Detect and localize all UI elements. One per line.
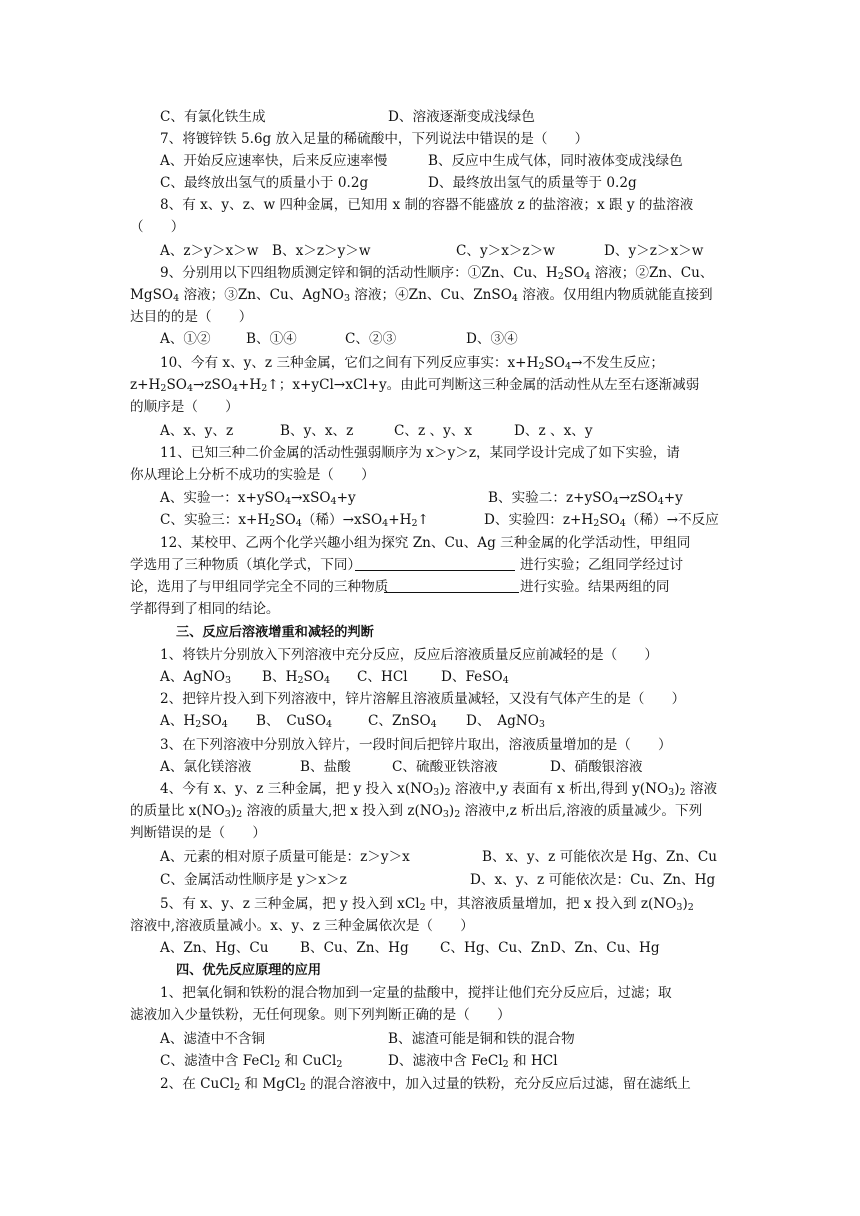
line-text: 学都得到了相同的结论。 <box>130 601 280 617</box>
line-text: C、滤渣中含 FeCl$_2$ 和 CuCl$_2$ <box>160 1053 343 1070</box>
option-text: D、Zn、Cu、Hg <box>550 940 660 956</box>
option-text: B、$H_2SO_4$ <box>262 669 331 686</box>
line-text: C、实验三：$x+H_2SO_4$（稀）$\to xSO_4+H_2↑$ <box>160 512 429 529</box>
option-text: D、x、y、z 可能依次是：Cu、Zn、Hg <box>470 872 716 888</box>
line-text: 的顺序是（ ） <box>130 399 239 415</box>
line-text: 10、今有 x、y、z 三种金属，它们之间有下列反应事实：$x+H_2SO_4\to$不发生反应； <box>160 355 664 372</box>
option-text: D、z 、x、y <box>514 423 593 439</box>
line-text: MgSO$_4$ 溶液；③Zn、Cu、AgNO$_3$ 溶液；④Zn、Cu、ZnSO$_4$ 溶液。仅用组内物质就能直接到 <box>130 287 713 304</box>
option-text: C、y＞x＞z＞w <box>456 243 555 259</box>
line-text: A、元素的相对原子质量可能是：z＞y＞x <box>160 849 410 865</box>
line-text: 四、优先反应原理的应用 <box>176 963 322 978</box>
option-text: B、x＞z＞y＞w <box>272 243 371 259</box>
line-text: 三、反应后溶液增重和减轻的判断 <box>176 625 374 640</box>
option-text: B、y、x、z <box>280 423 354 439</box>
line-text: A、①② <box>160 331 211 347</box>
line-text: 1、把氧化铜和铁粉的混合物加到一定量的盐酸中，搅拌让他们充分反应后，过滤；取 <box>160 985 672 1001</box>
line-text: 8、有 x、y、z、w 四种金属，已知用 x 制的容器不能盛放 z 的盐溶液；x 跟 y 的盐溶液 <box>160 197 694 213</box>
line-text: A、实验一：x+ySO$_4$→xSO$_4$+y <box>160 490 356 507</box>
line-text: C、最终放出氢气的质量小于 0.2g <box>160 175 369 191</box>
line-text: A、AgNO$_3$ <box>160 669 232 686</box>
option-text: C、ZnSO$_4$ <box>368 713 437 730</box>
line-text: 滤液加入少量铁粉，无任何现象。则下列判断正确的是（ ） <box>130 1007 511 1023</box>
line-text: 的质量比 $x(NO_3)_2$ 溶液的质量大,把 x 投入到 $z(NO_3)_2$ 溶液中,z 析出后,溶液的质量减少。下列 <box>130 803 703 820</box>
option-text: D、 AgNO$_3$ <box>466 713 545 730</box>
option-text: D、③④ <box>466 331 518 347</box>
option-text: D、滤液中含 FeCl$_2$ 和 HCl <box>388 1053 558 1070</box>
line-text: A、x、y、z <box>160 423 234 439</box>
line-text: A、滤渣中不含铜 <box>160 1031 265 1047</box>
line-text: 溶液中,溶液质量减小。x、y、z 三种金属依次是（ ） <box>130 918 474 934</box>
option-text: C、②③ <box>345 331 397 347</box>
line-text: A、z＞y＞x＞w <box>160 243 259 259</box>
line-text: 2、在 CuCl$_2$ 和 MgCl$_2$ 的混合溶液中，加入过量的铁粉，充分反应后过滤，留在滤纸上 <box>160 1076 691 1093</box>
option-text: D、y＞z＞x＞w <box>604 243 704 259</box>
line-text: 2、把锌片投入到下列溶液中，锌片溶解且溶液质量减轻，又没有气体产生的是（ ） <box>160 691 686 707</box>
option-text: C、Hg、Cu、Zn <box>440 940 550 956</box>
line-text: 判断错误的是（ ） <box>130 825 266 841</box>
line-text: 12、某校甲、乙两个化学兴趣小组为探究 Zn、Cu、Ag 三种金属的化学活动性，甲组同 <box>160 535 691 551</box>
line-text: A、Zn、Hg、Cu <box>160 940 269 956</box>
option-text: B、滤渣可能是铜和铁的混合物 <box>388 1031 575 1047</box>
option-text: C、z 、y、x <box>394 423 473 439</box>
answer-blank[interactable] <box>384 578 519 593</box>
line-text: 3、在下列溶液中分别放入锌片，一段时间后把锌片取出，溶液质量增加的是（ ） <box>160 737 672 753</box>
line-text: 4、今有 x、y、z 三种金属，把 y 投入 $x(NO_3)_2$ 溶液中,y 表面有 x 析出,得到 $y(NO_3)_2$ 溶液 <box>160 781 718 798</box>
option-text: C、HCl <box>357 669 408 685</box>
line-text: 11、已知三种二价金属的活动性强弱顺序为 x＞y＞z，某同学设计完成了如下实验，请 <box>160 445 680 461</box>
option-text: B、盐酸 <box>300 759 351 775</box>
line-text: A、开始反应速率快，后来反应速率慢 <box>160 153 388 169</box>
option-text: D、最终放出氢气的质量等于 0.2g <box>428 175 637 191</box>
option-text: D、实验四：$z+H_2SO_4$（稀）→不反应 <box>484 512 719 529</box>
option-text: C、硫酸亚铁溶液 <box>392 759 498 775</box>
line-text: 论，选用了与甲组同学完全不同的三种物质 <box>130 579 389 595</box>
option-text: B、①④ <box>246 331 297 347</box>
line-text: C、金属活动性顺序是 y＞x＞z <box>160 872 347 888</box>
line-text: 5、有 x、y、z 三种金属，把 y 投入到 xCl$_2$ 中，其溶液质量增加，把 x 投入到 $z(NO_3)_2$ <box>160 896 694 913</box>
option-text: B、 CuSO$_4$ <box>256 713 333 730</box>
line-text: 9、分别用以下四组物质测定锌和铜的活动性顺序：①Zn、Cu、$H_2SO_4$ 溶液；②Zn、Cu、 <box>160 265 714 282</box>
line-text: 达目的的是（ ） <box>130 309 253 325</box>
option-text: D、溶液逐渐变成浅绿色 <box>388 109 535 125</box>
option-text: 进行实验。结果两组的同 <box>520 579 670 595</box>
line-text: A、$H_2SO_4$ <box>160 713 228 730</box>
line-text: 学选用了三种物质（填化学式，下同） <box>130 557 362 573</box>
line-text: C、有氯化铁生成 <box>160 109 266 125</box>
option-text: B、实验二：z+ySO$_4$→zSO$_4$+y <box>488 490 683 507</box>
line-text: 1、将铁片分别放入下列溶液中充分反应，反应后溶液质量反应前减轻的是（ ） <box>160 647 659 663</box>
answer-blank[interactable] <box>355 556 515 571</box>
line-text: 7、将镀锌铁 5.6g 放入足量的稀硫酸中，下列说法中错误的是（ ） <box>160 131 589 147</box>
option-text: 进行实验；乙组同学经过讨 <box>520 557 684 573</box>
option-text: D、硝酸银溶液 <box>550 759 643 775</box>
option-text: B、Cu、Zn、Hg <box>300 940 409 956</box>
line-text: A、氯化镁溶液 <box>160 759 252 775</box>
line-text: 你从理论上分析不成功的实验是（ ） <box>130 467 375 483</box>
line-text: （ ） <box>130 219 185 235</box>
line-text: $z+H_2SO_4\to zSO_4+H_2↑$；x+yCl→xCl+y。由此可判断这三种金属的活动性从左至右逐渐减弱 <box>130 377 700 394</box>
option-text: D、FeSO$_4$ <box>441 669 509 686</box>
option-text: B、反应中生成气体，同时液体变成浅绿色 <box>428 153 683 169</box>
option-text: B、x、y、z 可能依次是 Hg、Zn、Cu <box>482 849 717 865</box>
